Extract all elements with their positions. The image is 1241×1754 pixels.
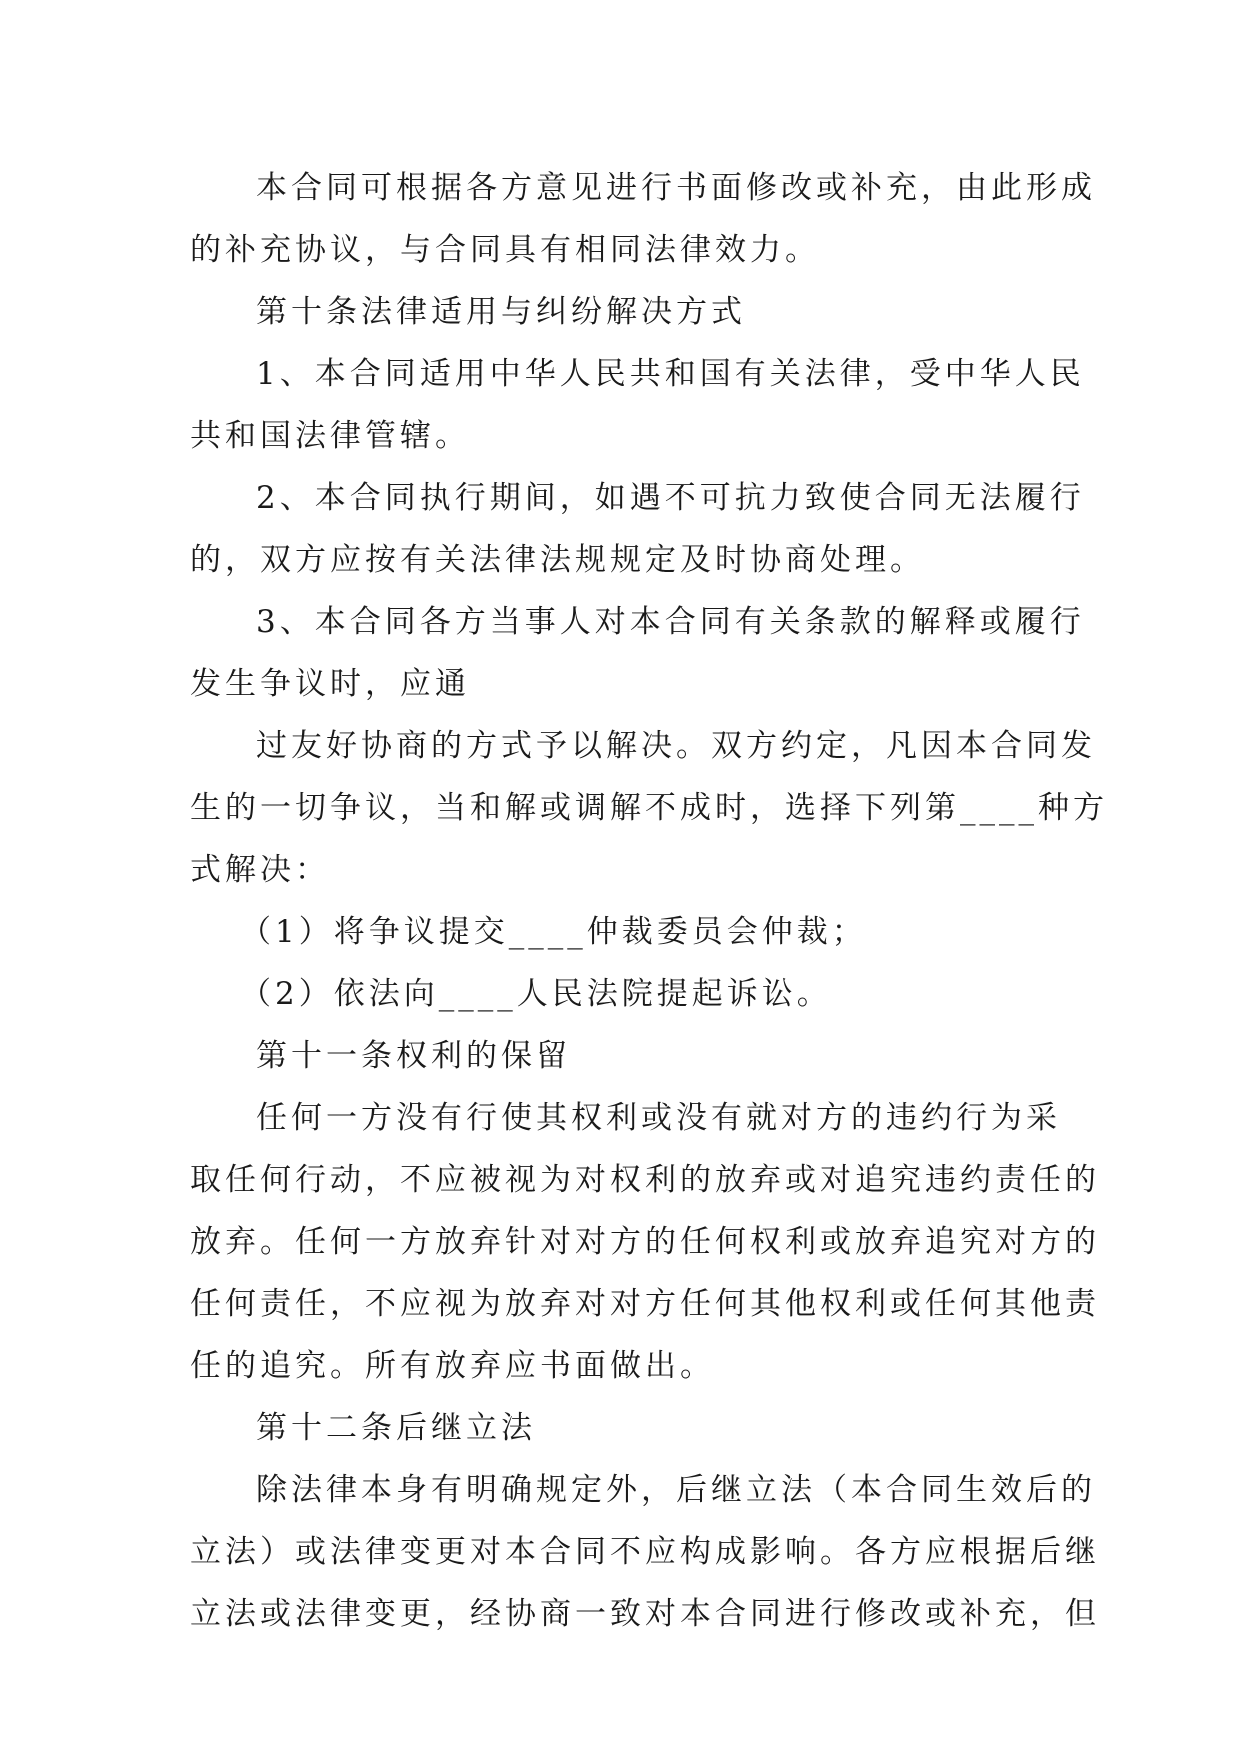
contract-body — [190, 157, 1108, 1645]
paragraph-line: 3、本合同各方当事人对本合同有关条款的解释或履行 — [256, 604, 1085, 640]
option-line-1: （1）将争议提交____仲裁委员会仲裁； — [240, 914, 867, 950]
paragraph-line: 任何责任，不应视为放弃对对方任何其他权利或任何其他责 — [190, 1286, 1100, 1322]
section-heading-11: 第十一条权利的保留 — [256, 1038, 571, 1074]
paragraph-line: 发生争议时，应通 — [190, 666, 470, 702]
paragraph-line: 过友好协商的方式予以解决。双方约定，凡因本合同发 — [256, 728, 1096, 764]
section-heading-12: 第十二条后继立法 — [256, 1410, 536, 1446]
paragraph-line: 除法律本身有明确规定外，后继立法（本合同生效后的 — [256, 1472, 1096, 1508]
paragraph-line: 本合同可根据各方意见进行书面修改或补充，由此形成 — [256, 170, 1096, 206]
paragraph-line: 放弃。任何一方放弃针对对方的任何权利或放弃追究对方的 — [190, 1224, 1100, 1260]
paragraph-line: 立法）或法律变更对本合同不应构成影响。各方应根据后继 — [190, 1534, 1100, 1570]
paragraph-line: 共和国法律管辖。 — [190, 418, 470, 454]
paragraph-line: 任的追究。所有放弃应书面做出。 — [190, 1348, 715, 1384]
paragraph-line: 生的一切争议，当和解或调解不成时，选择下列第____种方 — [190, 790, 1108, 826]
option-line-2: （2）依法向____人民法院提起诉讼。 — [240, 976, 832, 1012]
paragraph-line: 2、本合同执行期间，如遇不可抗力致使合同无法履行 — [256, 480, 1085, 516]
paragraph-line: 的，双方应按有关法律法规规定及时协商处理。 — [190, 542, 925, 578]
paragraph-line: 任何一方没有行使其权利或没有就对方的违约行为采 — [256, 1100, 1061, 1136]
paragraph-line: 式解决： — [190, 852, 330, 888]
paragraph-line: 立法或法律变更，经协商一致对本合同进行修改或补充，但 — [190, 1596, 1100, 1632]
paragraph-line: 的补充协议，与合同具有相同法律效力。 — [190, 232, 820, 268]
section-heading-10: 第十条法律适用与纠纷解决方式 — [256, 294, 746, 330]
paragraph-line: 1、本合同适用中华人民共和国有关法律，受中华人民 — [256, 356, 1085, 392]
paragraph-line: 取任何行动，不应被视为对权利的放弃或对追究违约责任的 — [190, 1162, 1100, 1198]
